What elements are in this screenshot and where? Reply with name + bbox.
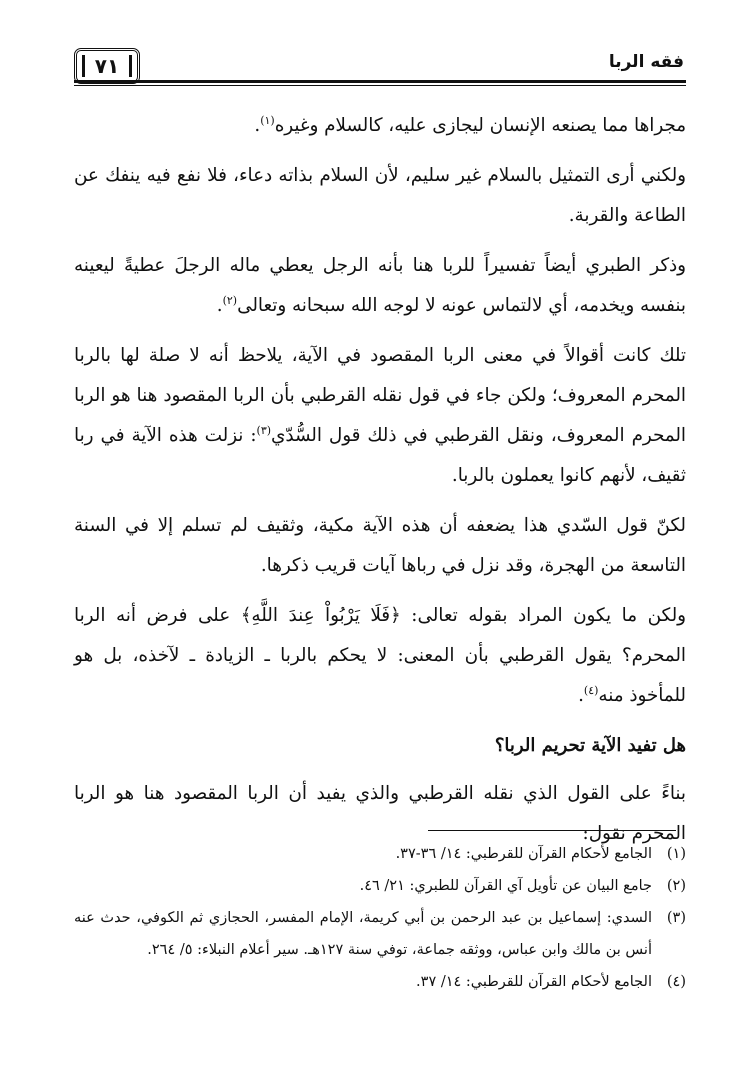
footnote-text: الجامع لأحكام القرآن للقرطبي: ١٤/ ٣٧.: [416, 974, 652, 990]
footnote-text: الجامع لأحكام القرآن للقرطبي: ١٤/ ٣٦-٣٧.: [395, 846, 652, 862]
paragraph-6-end: .: [578, 685, 584, 706]
footnotes: [74, 838, 686, 998]
paragraph-5: لكنّ قول السّدي هذا يضعفه أن هذه الآية مكية، وثقيف لم تسلم إلا في السنة التاسعة من الهجرة، وقد نزل في رباها آيات قريب ذكرها.: [74, 515, 686, 576]
running-title: فقه الربا: [608, 52, 684, 72]
footnote-4: [74, 966, 686, 998]
page-header: [74, 44, 686, 84]
footnote-number: (٣): [666, 910, 686, 926]
footnote-ref-3: (٣): [256, 423, 272, 437]
paragraph-4-text-a: تلك كانت أقوالاً في معنى الربا المقصود في الآية، يلاحظ أنه لا صلة لها بالربا المحرم المعروف؛ ولكن جاء في قول نقله القرطبي بأن الربا المقصود هنا هو الربا المحرم المعروف، ونقل القرطبي في ذلك قول السُّدّي: [74, 345, 686, 446]
footnote-1: [74, 838, 686, 870]
footnote-number: (٢): [666, 878, 686, 894]
paragraph-6-text-b: على فرض أنه الربا المحرم؟ يقول القرطبي بأن المعنى: لا يحكم بالربا ـ الزيادة ـ لآخذه، بل هو للمأخوذ منه: [74, 605, 686, 706]
paragraph-2: ولكني أرى التمثيل بالسلام غير سليم، لأن السلام بذاته دعاء، فلا نفع فيه ينفك عن الطاعة والقربة.: [74, 165, 686, 226]
footnote-text: جامع البيان عن تأويل آي القرآن للطبري: ٢١/ ٤٦.: [359, 878, 652, 894]
paragraph-4-text-b: : نزلت هذه الآية في ربا ثقيف، لأنهم كانوا يعملون بالربا.: [74, 425, 686, 486]
header-rule: [74, 80, 686, 83]
page-number-text: ٧١: [94, 54, 120, 78]
paragraph-3-end: .: [216, 295, 223, 316]
paragraph-3: [74, 246, 686, 326]
paragraph-4: [74, 336, 686, 496]
footnote-ref-1: (١): [260, 113, 275, 127]
quran-quote: ﴿فَلَا يَرْبُواْ عِندَ اللَّهِ﴾: [240, 605, 401, 626]
section-heading: هل تفيد الآية تحريم الربا؟: [494, 735, 686, 756]
paragraph-1: [74, 106, 686, 146]
paragraph-1-end: .: [254, 115, 261, 136]
footnote-separator: [428, 830, 676, 831]
paragraph-6-text-a: ولكن ما يكون المراد بقوله تعالى:: [411, 605, 686, 626]
main-text: [74, 106, 686, 864]
footnote-3: [74, 902, 686, 966]
footnote-ref-4: (٤): [583, 683, 599, 697]
footnote-ref-2: (٢): [222, 293, 238, 307]
footnote-number: (٤): [666, 974, 686, 990]
footnote-number: (١): [666, 846, 686, 862]
footnote-2: [74, 870, 686, 902]
header-rule-thin: [74, 85, 686, 86]
paragraph-1-text: مجراها مما يصنعه الإنسان ليجازى عليه، كالسلام وغيره: [274, 115, 686, 136]
page-number: [74, 48, 140, 84]
paragraph-7: بناءً على القول الذي نقله القرطبي والذي يفيد أن الربا المقصود هنا هو الربا المحرم نقول:: [74, 783, 686, 844]
footnote-text: السدي: إسماعيل بن عبد الرحمن بن أبي كريمة، الإمام المفسر، الحجازي ثم الكوفي، حدث عنه أنس بن مالك وابن عباس، ووثقه جماعة، توفي سنة ١٢٧هـ. سير أعلام النبلاء: ٥/ ٢٦٤.: [74, 910, 652, 958]
paragraph-3-text: وذكر الطبري أيضاً تفسيراً للربا هنا بأنه الرجل يعطي ماله الرجلَ عطيةً ليعينه بنفسه ويخدمه، أي لالتماس عونه لا لوجه الله سبحانه وتعالى: [74, 255, 686, 316]
paragraph-6: [74, 596, 686, 716]
